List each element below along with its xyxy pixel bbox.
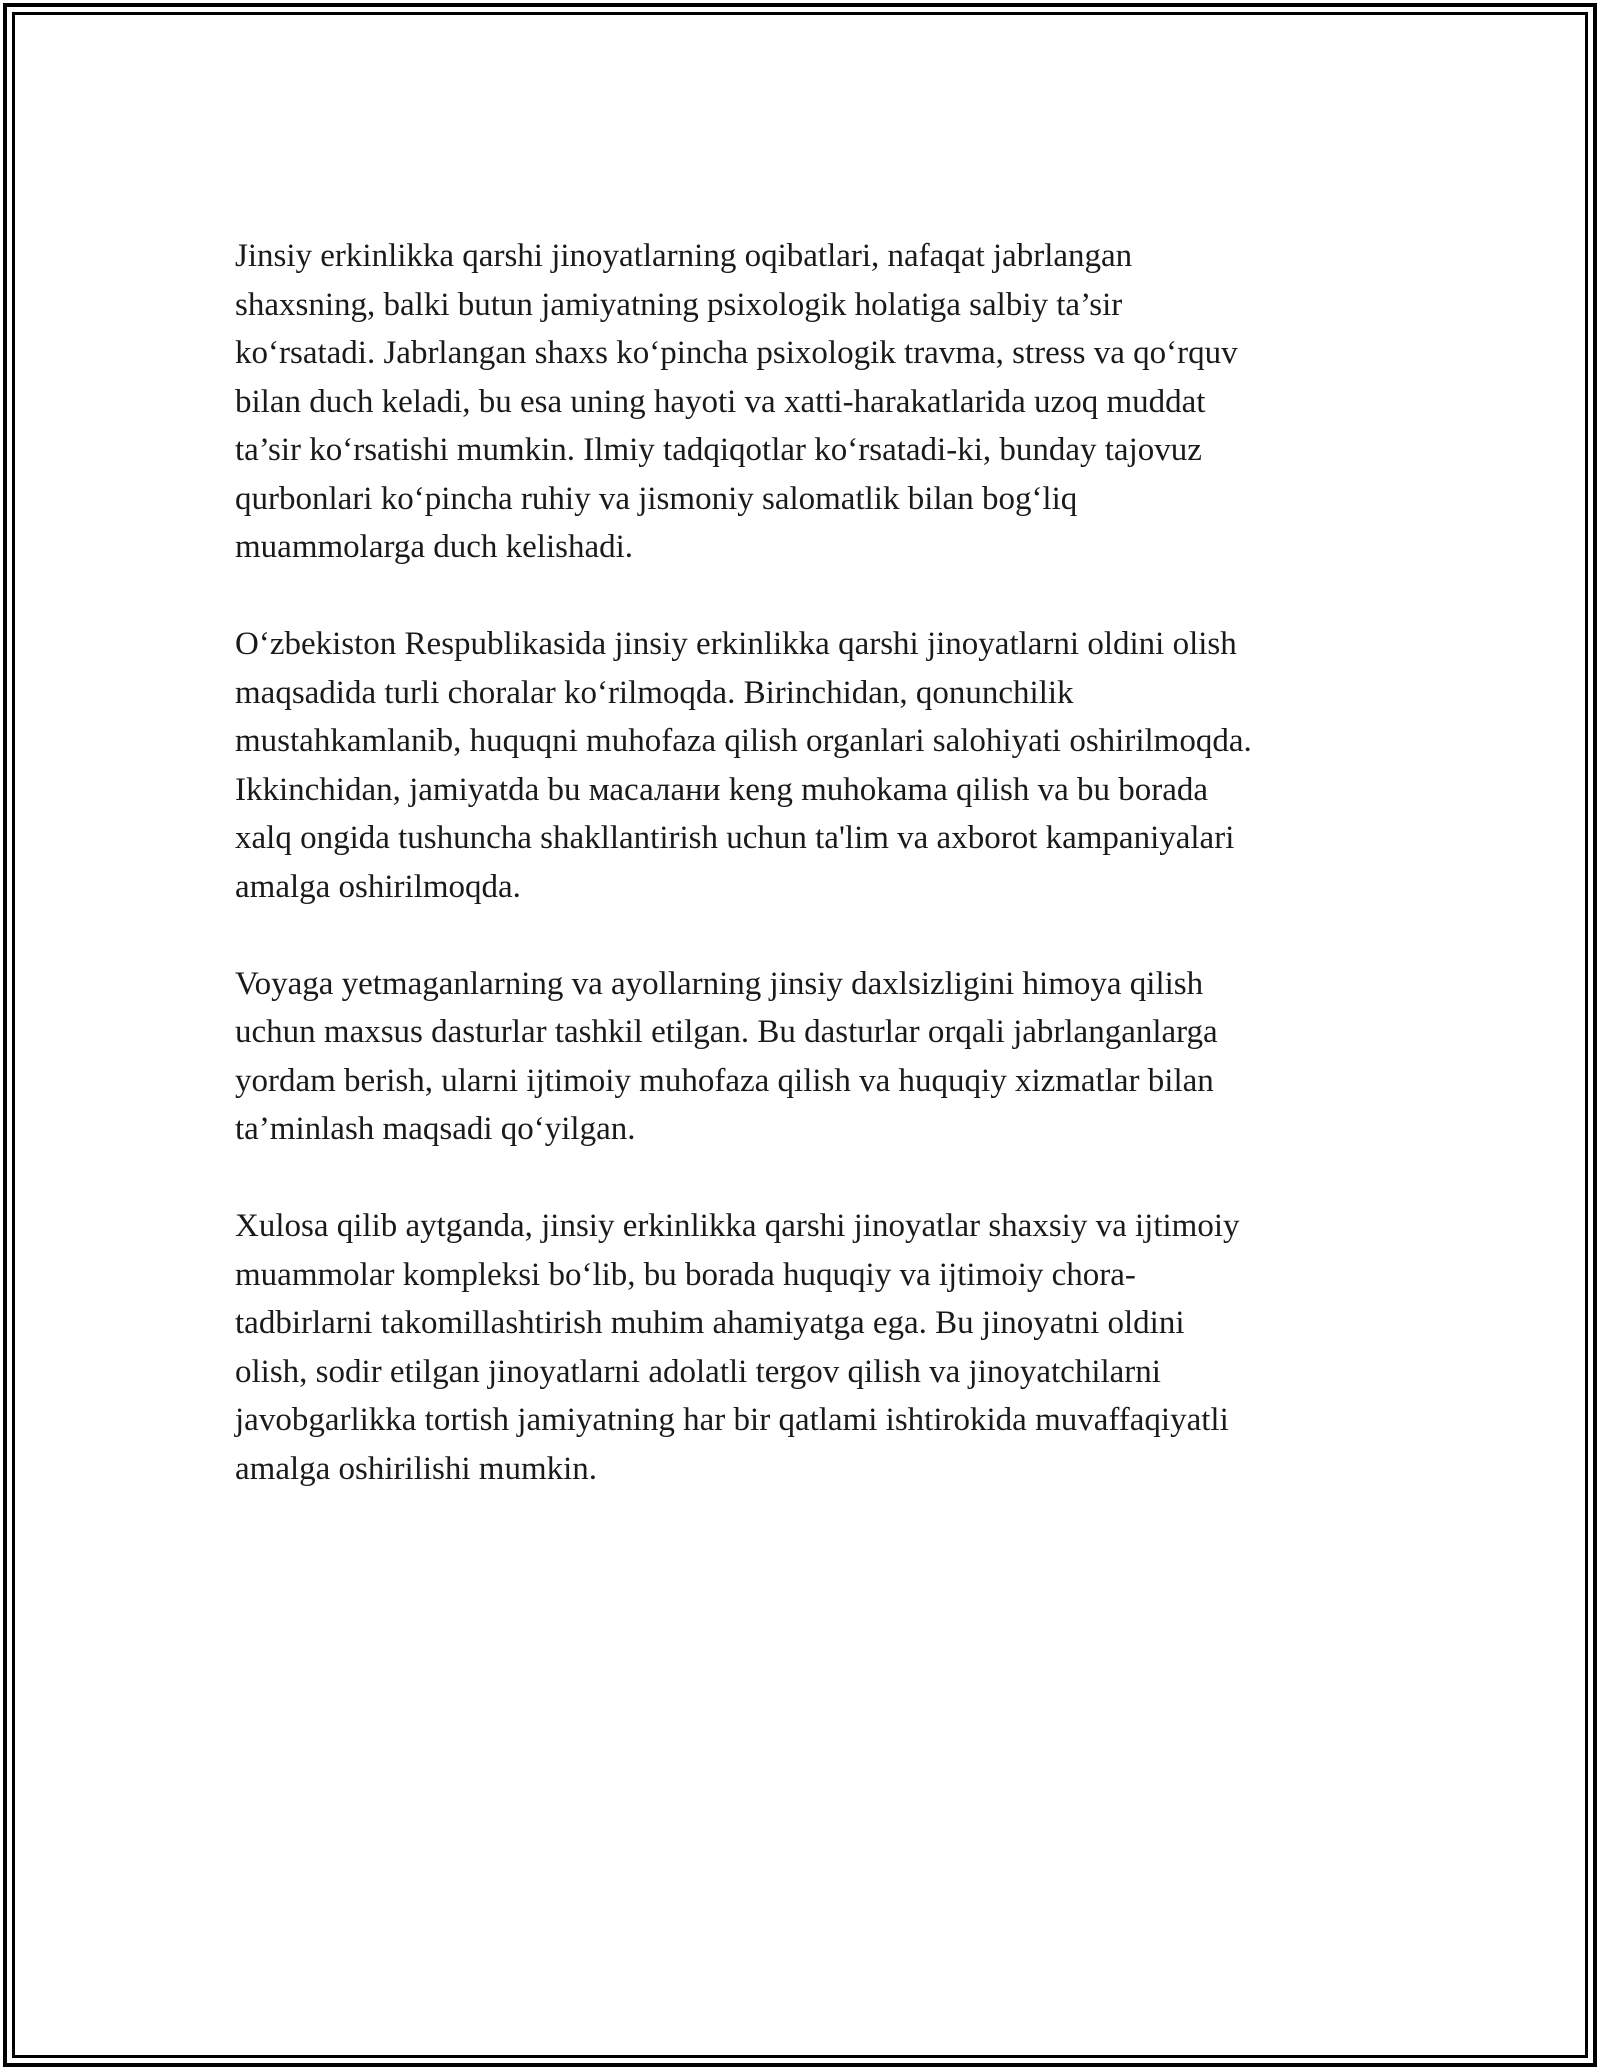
text-line: bilan duch keladi, bu esa uning hayoti va xatti-harakatlarida uzoq muddat [235, 383, 1206, 420]
text-line: yordam berish, ularni ijtimoiy muhofaza qilish va huquqiy xizmatlar bilan [235, 1062, 1214, 1099]
text-line: Jinsiy erkinlikka qarshi jinoyatlarning oqibatlari, nafaqat jabrlangan [235, 238, 1133, 274]
document-body [235, 232, 1385, 1542]
text-line: qurbonlari ko‘pincha ruhiy va jismoniy salomatlik bilan bog‘liq [235, 480, 1078, 517]
text-line: ta’minlash maqsadi qo‘yilgan. [235, 1111, 636, 1147]
text-line: muammolar kompleksi bo‘lib, bu borada huquqiy va ijtimoiy chora- [235, 1256, 1136, 1293]
text-line: amalga oshirilishi mumkin. [235, 1450, 598, 1487]
text-line: O‘zbekiston Respublikasida jinsiy erkinlikka qarshi jinoyatlarni oldini olish [235, 626, 1237, 662]
text-line: amalga oshirilmoqda. [235, 868, 521, 905]
paragraph-4 [235, 1202, 1385, 1493]
text-line: xalq ongida tushuncha shakllantirish uchun ta'lim va axborot kampaniyalari [235, 820, 1235, 856]
text-line: shaxsning, balki butun jamiyatning psixologik holatiga salbiy ta’sir [235, 286, 1123, 323]
text-line: Ikkinchidan, jamiyatda bu масалани keng muhokama qilish va bu borada [235, 771, 1209, 808]
text-line: muammolarga duch kelishadi. [235, 529, 634, 565]
paragraph-3 [235, 960, 1385, 1154]
text-line: Xulosa qilib aytganda, jinsiy erkinlikka qarshi jinoyatlar shaxsiy va ijtimoiy [235, 1208, 1240, 1244]
paragraph-1 [235, 232, 1385, 572]
text-line: tadbirlarni takomillashtirish muhim ahamiyatga ega. Bu jinoyatni oldini [235, 1305, 1185, 1341]
text-line: ko‘rsatadi. Jabrlangan shaxs ko‘pincha psixologik travma, stress va qo‘rquv [235, 335, 1238, 371]
paragraph-2 [235, 620, 1385, 911]
text-line: olish, sodir etilgan jinoyatlarni adolatli tergov qilish va jinoyatchilarni [235, 1353, 1161, 1390]
text-line: Voyaga yetmaganlarning va ayollarning jinsiy daxlsizligini himoya qilish [235, 965, 1204, 1002]
text-line: mustahkamlanib, huquqni muhofaza qilish organlari salohiyati oshirilmoqda. [235, 723, 1252, 759]
text-line: ta’sir ko‘rsatishi mumkin. Ilmiy tadqiqotlar ko‘rsatadi-ki, bunday tajovuz [235, 432, 1202, 468]
text-line: maqsadida turli choralar ko‘rilmoqda. Birinchidan, qonunchilik [235, 674, 1074, 711]
text-line: uchun maxsus dasturlar tashkil etilgan. Bu dasturlar orqali jabrlanganlarga [235, 1014, 1218, 1050]
text-line: javobgarlikka tortish jamiyatning har bir qatlami ishtirokida muvaffaqiyatli [235, 1402, 1229, 1438]
